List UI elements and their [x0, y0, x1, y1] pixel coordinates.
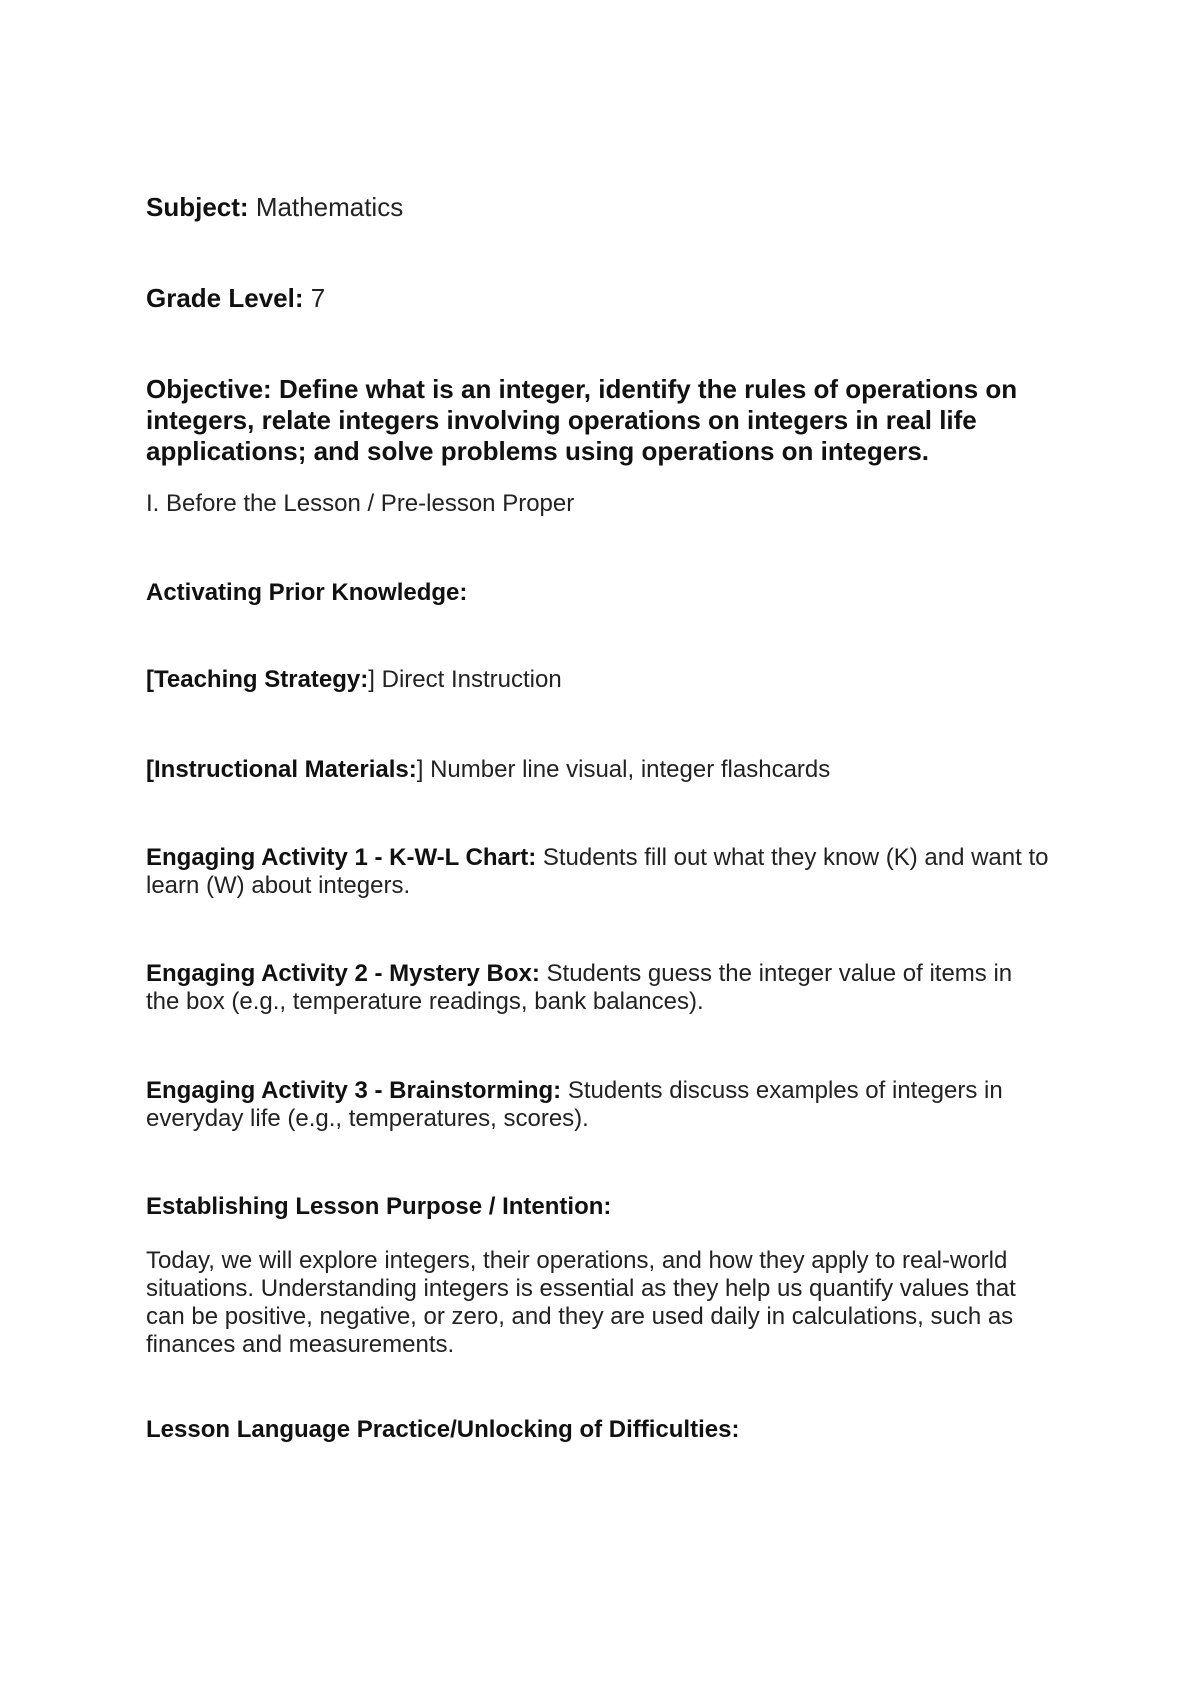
subject-line	[146, 192, 1046, 223]
teaching-strategy-value: Direct Instruction	[374, 666, 562, 693]
activity-3-text: Students discuss examples of integers in everyday life (e.g., temperatures, scores).	[146, 1077, 1003, 1132]
grade-level-value: 7	[310, 283, 326, 313]
teaching-strategy-close-bracket: ]	[368, 666, 375, 693]
instructional-materials-open-bracket: [	[146, 756, 154, 783]
teaching-strategy-line	[146, 666, 1046, 694]
instructional-materials-label: Instructional Materials:	[154, 756, 417, 783]
activating-prior-knowledge-heading: Activating Prior Knowledge:	[146, 579, 468, 606]
activity-3-label: Engaging Activity 3 - Brainstorming:	[146, 1077, 562, 1104]
lesson-purpose-text: Today, we will explore integers, their operations, and how they apply to real-world situations. Understanding integers is essential as they help us quantify values that can be positive, negative, or zero, and they are used daily in calculations, such as finances and measurements.	[146, 1247, 1016, 1358]
objective-text: Define what is an integer, identify the rules of operations on integers, relate integers involving operations on integers in real life applications; and solve problems using operations on integers.	[146, 374, 1018, 466]
engaging-activity-1	[146, 844, 1051, 900]
activity-2-label: Engaging Activity 2 - Mystery Box:	[146, 960, 540, 987]
instructional-materials-value: Number line visual, integer flashcards	[423, 756, 831, 783]
instructional-materials-close-bracket: ]	[416, 756, 424, 783]
engaging-activity-3	[146, 1077, 1051, 1133]
lesson-purpose-heading: Establishing Lesson Purpose / Intention:	[146, 1193, 612, 1220]
instructional-materials-line	[146, 756, 1046, 784]
subject-value: Mathematics	[255, 192, 404, 222]
language-practice-heading: Lesson Language Practice/Unlocking of Difficulties:	[146, 1416, 740, 1443]
grade-level-line	[146, 283, 1046, 314]
objective-label: Objective:	[146, 374, 272, 404]
section-heading: I. Before the Lesson / Pre-lesson Proper	[146, 490, 575, 517]
activity-1-label: Engaging Activity 1 - K-W-L Chart:	[146, 844, 537, 871]
subject-label: Subject:	[146, 192, 249, 222]
teaching-strategy-open-bracket: [	[146, 666, 154, 693]
objective-paragraph	[146, 374, 1051, 467]
activity-1-text: Students fill out what they know (K) and want to learn (W) about integers.	[146, 844, 1049, 899]
activity-2-text: Students guess the integer value of items in the box (e.g., temperature readings, bank balances).	[146, 960, 1013, 1015]
teaching-strategy-label: Teaching Strategy:	[154, 666, 369, 693]
engaging-activity-2	[146, 960, 1051, 1016]
grade-level-label: Grade Level:	[146, 283, 304, 313]
